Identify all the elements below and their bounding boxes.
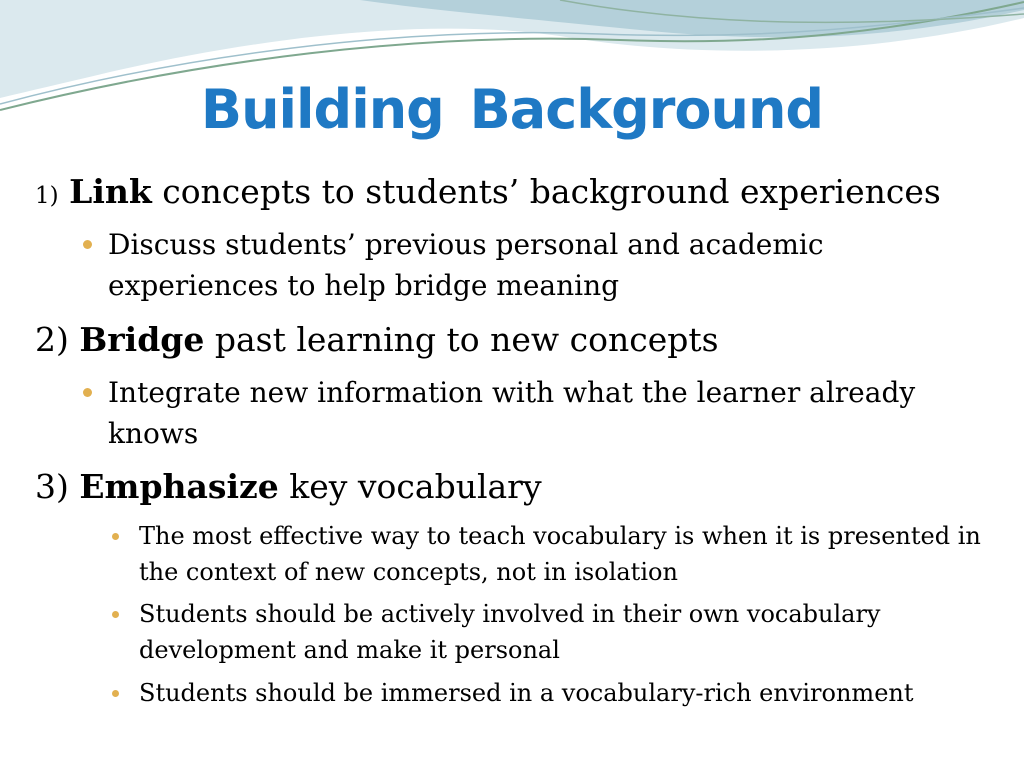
bullet-text: Discuss students’ previous personal and academic experiences to help bridge meaning xyxy=(108,228,824,302)
item-keyword: Link xyxy=(69,172,152,211)
item-text: past learning to new concepts xyxy=(204,320,719,359)
bullet-text: The most effective way to teach vocabulary is when it is presented in the context of new concepts, not in isolation xyxy=(139,522,981,586)
item-number: 3) xyxy=(35,467,69,506)
bullet-dot-icon xyxy=(112,533,119,540)
bullet-dot-icon xyxy=(83,388,92,397)
item-keyword: Emphasize xyxy=(79,467,279,506)
item-number: 1) xyxy=(35,183,59,209)
list-item-link xyxy=(35,172,941,216)
sub-bullet xyxy=(112,596,992,668)
bullet-text: Students should be actively involved in their own vocabulary development and make it personal xyxy=(139,600,881,664)
list-item-bridge xyxy=(35,320,719,360)
bullet-text: Students should be immersed in a vocabulary-rich environment xyxy=(139,679,914,707)
sub-bullet xyxy=(83,372,983,454)
slide-title: Building Background xyxy=(200,78,824,141)
bullet-text: Integrate new information with what the learner already knows xyxy=(108,376,916,450)
bullet-dot-icon xyxy=(112,611,119,618)
item-keyword: Bridge xyxy=(79,320,205,359)
list-item-emphasize xyxy=(35,467,542,507)
item-text: concepts to students’ background experiences xyxy=(151,172,941,211)
sub-bullet xyxy=(112,518,992,590)
bullet-dot-icon xyxy=(83,240,92,249)
sub-bullet xyxy=(83,224,983,306)
item-number: 2) xyxy=(35,320,69,359)
bullet-dot-icon xyxy=(112,690,119,697)
item-text: key vocabulary xyxy=(278,467,542,506)
sub-bullet xyxy=(112,675,992,711)
